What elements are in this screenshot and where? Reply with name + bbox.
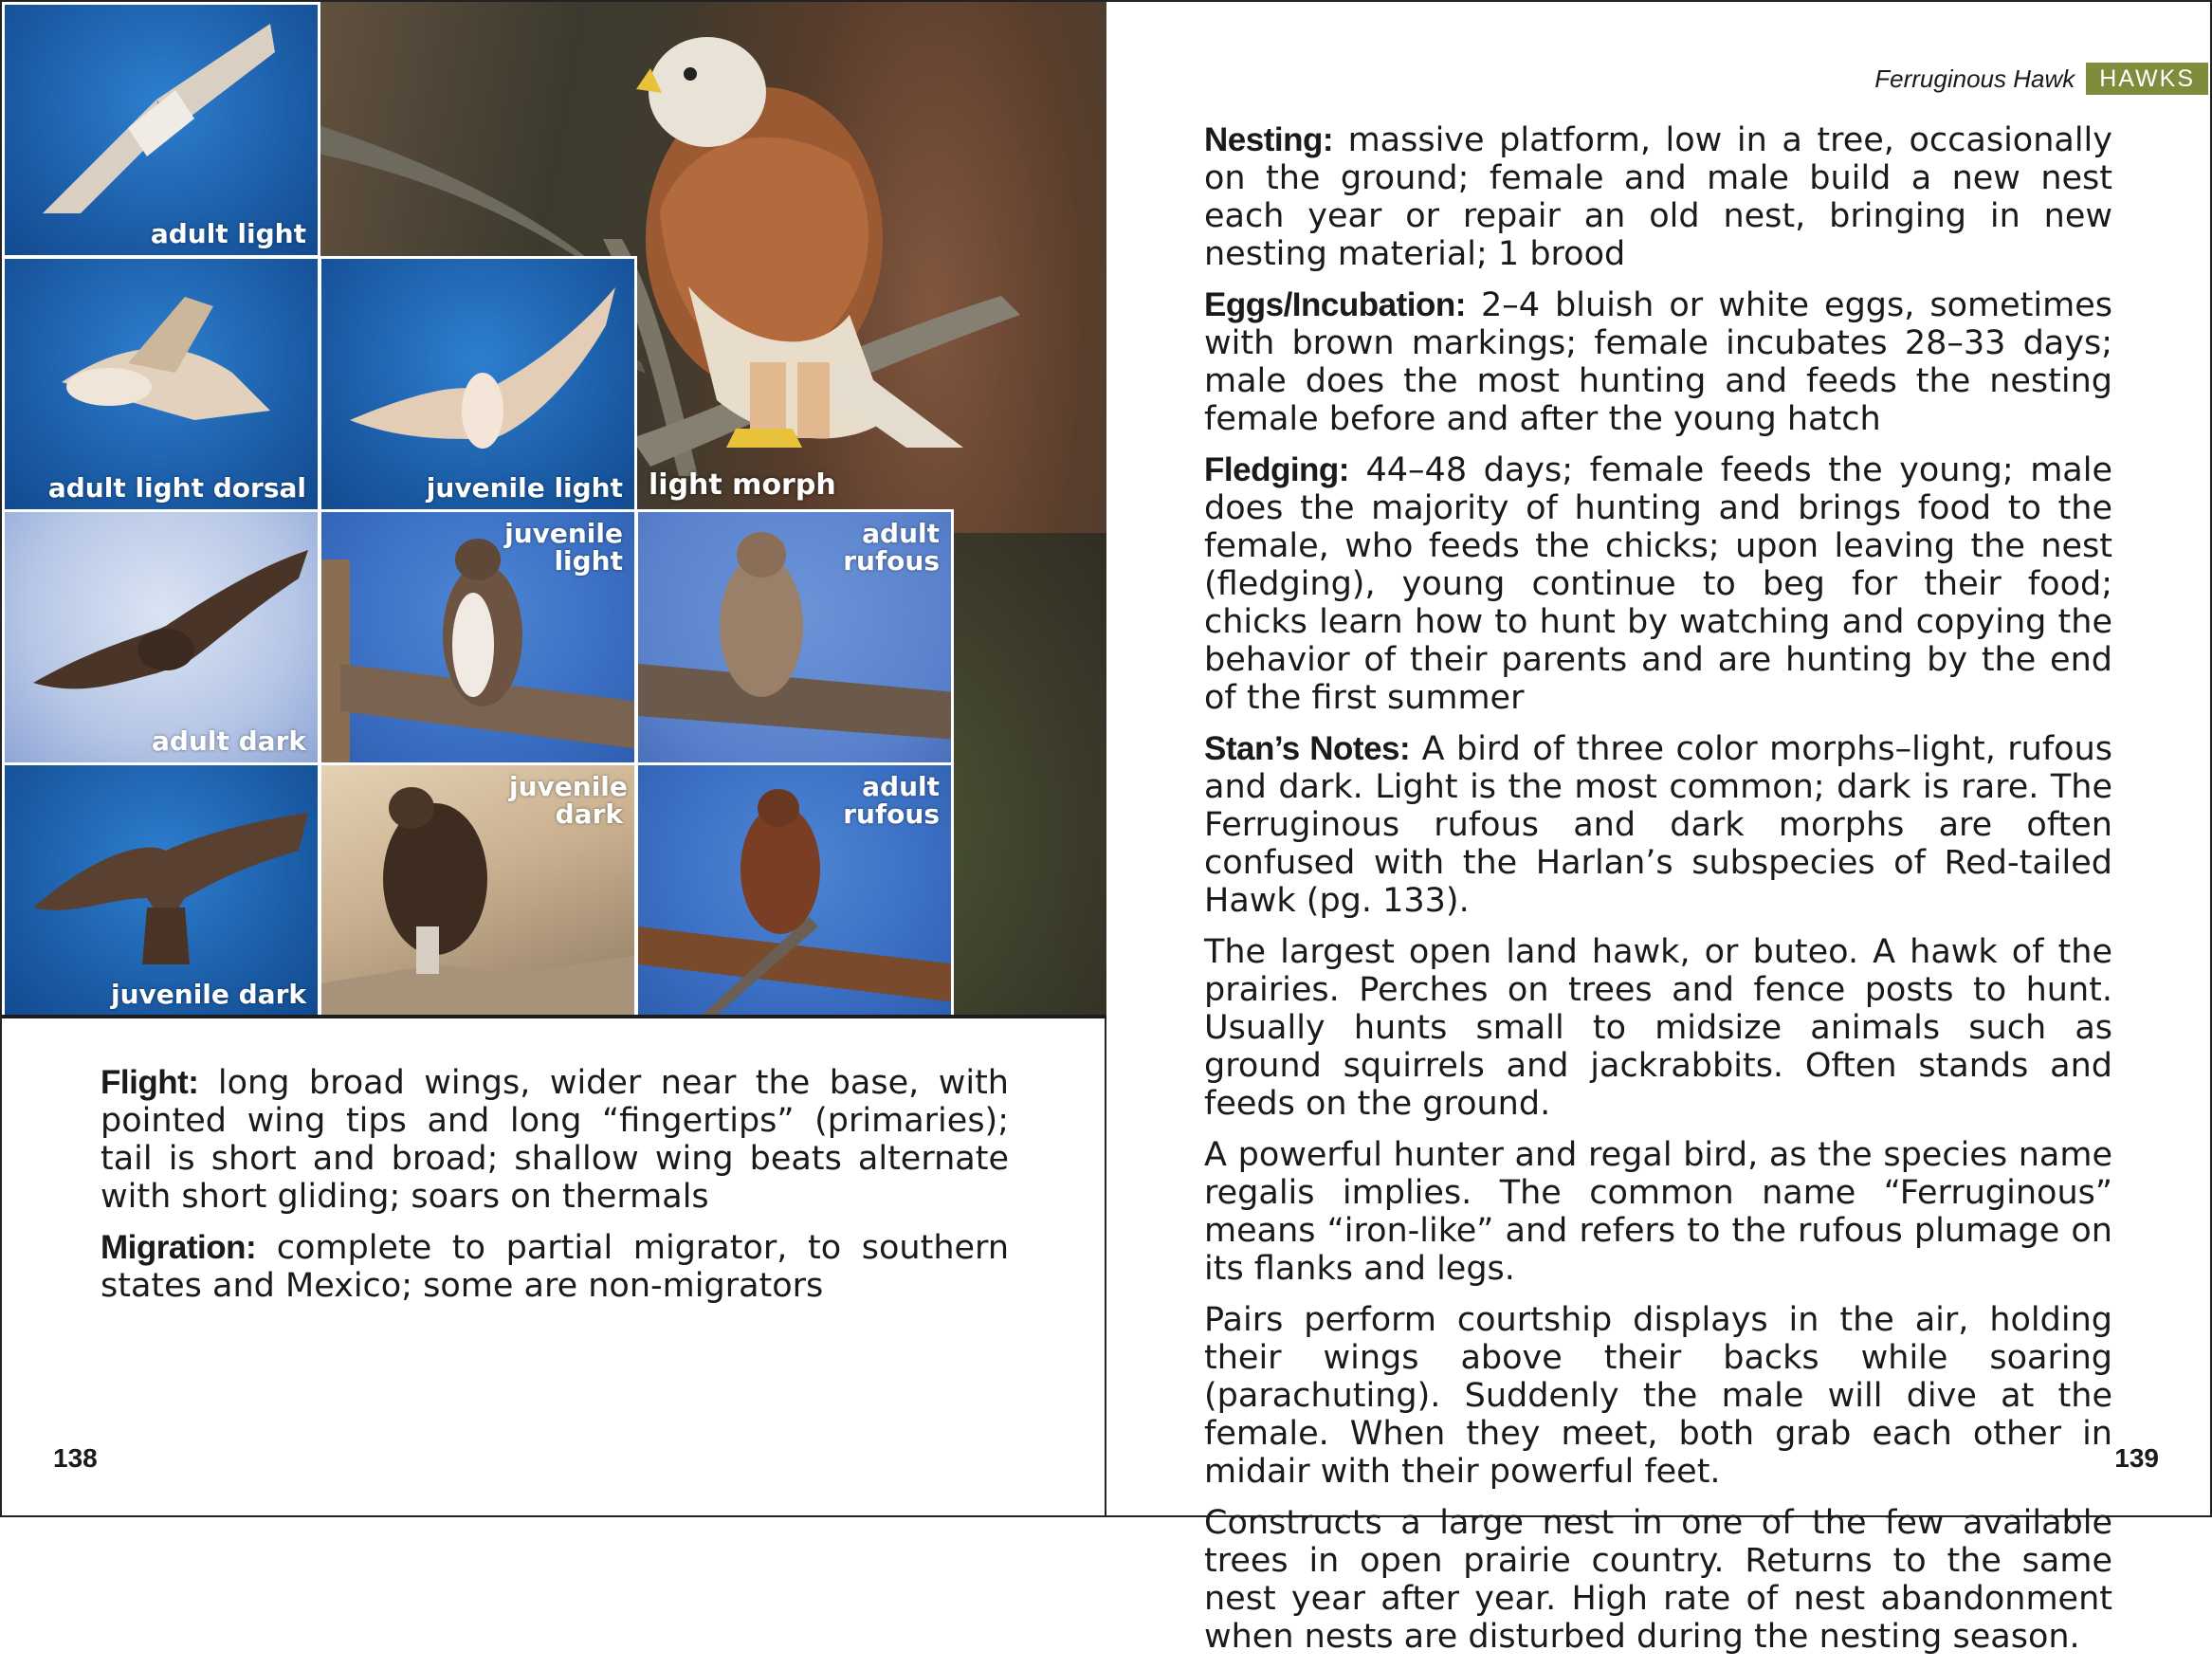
header-species: Ferruginous Hawk [1874, 64, 2075, 93]
fledging-paragraph [1204, 451, 2112, 717]
label-juvenile-dark-flight: juvenile dark [110, 978, 306, 1010]
page-number-left: 138 [53, 1443, 98, 1473]
page-number-right: 139 [2114, 1443, 2159, 1473]
label-juvenile-light-perched: juvenile light [504, 518, 623, 578]
label-adult-dark: adult dark [152, 724, 306, 757]
flight-paragraph [101, 1064, 1009, 1216]
photo-juvenile-dark-flight [2, 762, 320, 1018]
photo-adult-rufous-1 [635, 509, 954, 765]
right-text-block [1204, 121, 2112, 1669]
notes-text: A bird of three color morphs–light, rufous and dark. Light is the most common; dark is rare. The Ferruginous rufous and dark morphs are often confused with the Harlan’s subspecies of Red-tailed Hawk (pg. 133). [1204, 730, 2113, 920]
fledging-text: 44–48 days; female feeds the young; male does the majority of hunting and brings food to the female, who feeds the chicks; upon leaving the nest (fledging), young continue to beg for their food; chicks learn how to hunt by watching and copying the behavior of their parents and are hunting by the end of the first summer [1204, 451, 2112, 717]
photo-adult-light [2, 2, 320, 258]
left-page [0, 0, 1106, 1517]
photo-juvenile-light-perched [319, 509, 637, 765]
label-juvenile-dark-perched: juvenile dark [509, 771, 628, 831]
migration-text: complete to partial migrator, to southern states and Mexico; some are non-migrators [101, 1229, 1009, 1305]
photo-collage [2, 2, 1108, 1018]
running-header [1874, 63, 2208, 95]
nesting-text: massive platform, low in a tree, occasionally on the ground; female and male build a new nest each year or repair an old nest, bringing in new nesting material; 1 brood [1204, 121, 2112, 273]
flight-term: Flight: [101, 1064, 199, 1101]
label-adult-light: adult light [150, 217, 306, 249]
label-adult-rufous-1: adult rufous [843, 518, 940, 578]
eggs-term: Eggs/Incubation: [1204, 286, 1466, 323]
body-paragraph-3: Pairs perform courtship displays in the air, holding their wings above their backs while soaring (parachuting). Suddenly the male will dive at the female. When they meet, both grab each other in midair with their powerful feet. [1204, 1301, 2112, 1491]
body-paragraph-2: A powerful hunter and regal bird, as the species name regalis implies. The common name “Ferruginous” means “iron-like” and refers to the rufous plumage on its flanks and legs. [1204, 1136, 2112, 1288]
eggs-text: 2–4 bluish or white eggs, sometimes with brown markings; female incubates 28–33 days; male does the most hunting and feeds the nesting female before and after the young hatch [1204, 286, 2112, 438]
notes-paragraph [1204, 730, 2112, 920]
body-paragraph-1: The largest open land hawk, or buteo. A hawk of the prairies. Perches on trees and fence posts to hunt. Usually hunts small to midsize animals such as ground squirrels and jackrabbits. Often stands and feeds on the ground. [1204, 933, 2112, 1123]
eggs-paragraph [1204, 286, 2112, 438]
nesting-paragraph [1204, 121, 2112, 273]
label-juvenile-light-flight: juvenile light [426, 471, 623, 504]
right-page [1106, 0, 2212, 1656]
photo-adult-light-dorsal [2, 256, 320, 512]
photo-juvenile-dark-perched [319, 762, 637, 1018]
nesting-term: Nesting: [1204, 121, 1333, 158]
label-light-morph: light morph [649, 468, 836, 502]
fledging-term: Fledging: [1204, 451, 1349, 488]
photo-adult-dark [2, 509, 320, 765]
photo-juvenile-light-flight [319, 256, 637, 512]
photo-adult-rufous-2 [635, 762, 954, 1018]
migration-paragraph [101, 1229, 1009, 1305]
header-family-tab: HAWKS [2086, 63, 2208, 95]
left-text-block [101, 1064, 1009, 1318]
migration-term: Migration: [101, 1229, 257, 1266]
body-paragraph-4: Constructs a large nest in one of the few available trees in open prairie country. Returns to the same nest year after year. High rate of nest abandonment when nests are disturbed during the nesting season. [1204, 1504, 2112, 1656]
flight-text: long broad wings, wider near the base, with pointed wing tips and long “fingertips” (primaries); tail is short and broad; shallow wing beats alternate with short gliding; soars on thermals [101, 1064, 1009, 1216]
label-adult-light-dorsal: adult light dorsal [47, 471, 306, 504]
label-adult-rufous-2: adult rufous [843, 771, 940, 831]
notes-term: Stan’s Notes: [1204, 730, 1411, 767]
